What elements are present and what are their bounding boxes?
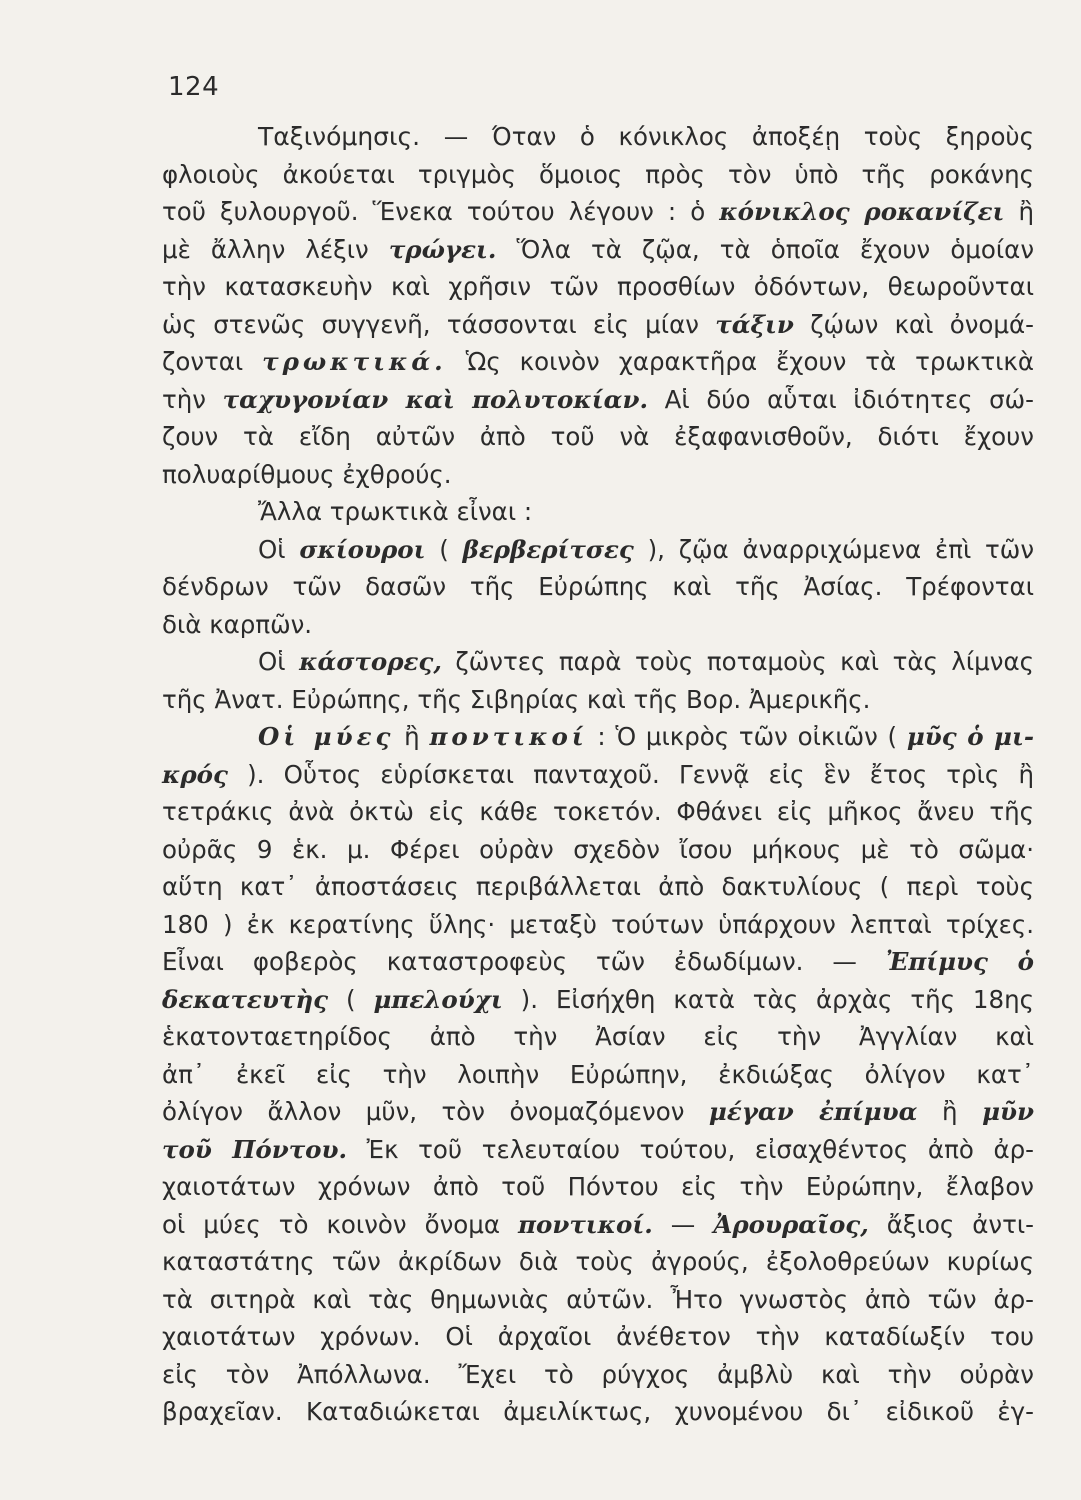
emphasized-term: κάστορες, bbox=[299, 647, 442, 676]
text-run: ἀπ᾽ ἐκεῖ εἰς τὴν λοιπὴν Εὐρώπην, ἐκδιώξας ὀλίγον κατ᾽ bbox=[162, 1059, 1034, 1089]
text-run: ὡς στενῶς συγγενῆ, τάσσονται εἰς μίαν bbox=[162, 309, 716, 339]
text-run: χαιοτάτων χρόνων. Οἱ ἀρχαῖοι ἀνέθετον τὴν καταδίωξίν του bbox=[162, 1322, 1034, 1351]
text-run: ἄξιος ἀντι- bbox=[868, 1209, 1034, 1239]
text-run: αὕτη κατ᾽ ἀποστάσεις περιβάλλεται ἀπὸ δακτυλίους ( περὶ τοὺς bbox=[162, 872, 1034, 901]
emphasized-term: μπελούχι bbox=[373, 984, 503, 1014]
text-line bbox=[162, 1356, 1034, 1394]
emphasized-term: βερβερίτσες bbox=[462, 534, 634, 564]
text-run: ( bbox=[425, 534, 463, 564]
text-line bbox=[162, 1206, 1034, 1244]
text-run: — Όταν ὁ κόνικλος ἀποξέῃ τοὺς ξηροὺς bbox=[420, 122, 1034, 151]
text-run: Ὡς κοινὸν χαρακτῆρα ἔχουν τὰ τρωκτικὰ bbox=[446, 347, 1034, 376]
text-run: — bbox=[652, 1209, 714, 1239]
text-run: ἢ bbox=[917, 1097, 983, 1126]
text-line bbox=[162, 681, 1034, 719]
emphasized-term: Ἀρουραῖος, bbox=[713, 1209, 869, 1239]
text-line bbox=[162, 906, 1034, 944]
text-line bbox=[162, 718, 1034, 756]
emphasized-term: τρώγει. bbox=[388, 234, 497, 264]
emphasized-term: μῦς ὁ μι- bbox=[906, 722, 1034, 751]
emphasized-term: τοῦ Πόντου. bbox=[162, 1134, 348, 1164]
text-run: Ταξινόμησις. bbox=[258, 122, 421, 151]
text-line bbox=[162, 831, 1034, 869]
text-run: ὀλίγον ἄλλον μῦν, τὸν ὀνομαζόμενον bbox=[162, 1097, 709, 1126]
text-line bbox=[162, 568, 1034, 606]
text-line bbox=[162, 418, 1034, 456]
body-text bbox=[162, 118, 1034, 1431]
text-line bbox=[162, 268, 1034, 306]
text-run: ζονται bbox=[162, 347, 263, 376]
emphasized-term: κρός bbox=[162, 759, 228, 789]
text-line bbox=[162, 1168, 1034, 1206]
text-line bbox=[162, 306, 1034, 344]
emphasized-term: τάξιν bbox=[715, 309, 794, 339]
text-run: τῆς Ἀνατ. Εὐρώπης, τῆς Σιβηρίας καὶ τῆς Βορ. Ἀμερικῆς. bbox=[162, 684, 871, 714]
text-run: ζῶντες παρὰ τοὺς ποταμοὺς καὶ τὰς λίμνας bbox=[441, 647, 1034, 676]
text-run: μὲ ἄλλην λέξιν bbox=[162, 234, 389, 264]
text-run: τὰ σιτηρὰ καὶ τὰς θημωνιὰς αὐτῶν. Ἦτο γνωστὸς ἀπὸ τῶν ἀρ- bbox=[162, 1284, 1034, 1314]
text-line bbox=[162, 156, 1034, 194]
text-run: βραχεῖαν. Καταδιώκεται ἀμειλίκτως, χυνομένου δι᾽ εἰδικοῦ ἐγ- bbox=[162, 1397, 1034, 1426]
text-run: χαιοτάτων χρόνων ἀπὸ τοῦ Πόντου εἰς τὴν Εὐρώπην, ἔλαβον bbox=[162, 1172, 1034, 1201]
text-line bbox=[162, 193, 1034, 231]
text-line bbox=[162, 531, 1034, 569]
emphasized-term: Οἱ μύες bbox=[258, 722, 395, 751]
text-line bbox=[162, 1281, 1034, 1319]
text-run: Εἶναι φοβερὸς καταστροφεὺς τῶν ἐδωδίμων. — bbox=[162, 947, 886, 976]
emphasized-term: τρωκτικά. bbox=[262, 347, 447, 376]
text-run: διὰ καρπῶν. bbox=[162, 609, 313, 639]
text-line bbox=[162, 343, 1034, 381]
text-run: τὴν κατασκευὴν καὶ χρῆσιν τῶν προσθίων ὀδόντων, θεωροῦνται bbox=[162, 272, 1034, 301]
text-run: ζῴων καὶ ὀνομά- bbox=[793, 309, 1034, 339]
text-line bbox=[162, 456, 1034, 494]
text-line bbox=[162, 381, 1034, 419]
text-line bbox=[162, 943, 1034, 981]
emphasized-term: ποντικοί bbox=[429, 722, 588, 751]
text-run: καταστάτης τῶν ἀκρίδων διὰ τοὺς ἀγρούς, ἐξολοθρεύων κυρίως bbox=[162, 1247, 1034, 1276]
text-run: τετράκις ἀνὰ ὀκτὼ εἰς κάθε τοκετόν. Φθάνει εἰς μῆκος ἄνευ τῆς bbox=[162, 797, 1034, 826]
text-run: ). Οὗτος εὑρίσκεται πανταχοῦ. Γεννᾷ εἰς ἓν ἔτος τρὶς ἢ bbox=[227, 759, 1034, 789]
emphasized-term: Ἐπίμυς ὁ bbox=[885, 947, 1034, 976]
text-run: φλοιοὺς ἀκούεται τριγμὸς ὅμοιος πρὸς τὸν ὑπὸ τῆς ροκάνης bbox=[162, 159, 1034, 189]
text-line bbox=[162, 868, 1034, 906]
text-run: δένδρων τῶν δασῶν τῆς Εὐρώπης καὶ τῆς Ἀσίας. Τρέφονται bbox=[162, 572, 1034, 601]
text-line bbox=[162, 1393, 1034, 1431]
text-run: ἢ bbox=[1004, 197, 1034, 226]
text-line bbox=[162, 756, 1034, 794]
emphasized-term: δεκατευτὴς bbox=[162, 984, 329, 1014]
text-run: 180 ) ἐκ κερατίνης ὕλης· μεταξὺ τούτων ὑπάρχουν λεπταὶ τρίχες. bbox=[162, 909, 1034, 939]
text-run: οὐρᾶς 9 ἑκ. μ. Φέρει οὐρὰν σχεδὸν ἴσου μήκους μὲ τὸ σῶμα· bbox=[162, 834, 1034, 864]
text-run: εἰς τὸν Ἀπόλλωνα. Ἔχει τὸ ρύγχος ἀμβλὺ καὶ τὴν οὐρὰν bbox=[162, 1359, 1034, 1389]
text-run: Οἱ bbox=[258, 647, 300, 676]
text-run: ). Εἰσήχθη κατὰ τὰς ἀρχὰς τῆς 18ης bbox=[502, 984, 1035, 1014]
text-line bbox=[162, 606, 1034, 644]
text-line bbox=[162, 1131, 1034, 1169]
text-line bbox=[162, 118, 1034, 156]
text-line bbox=[162, 981, 1034, 1019]
text-run: ἑκατονταετηρίδος ἀπὸ τὴν Ἀσίαν εἰς τὴν Ἀγγλίαν καὶ bbox=[162, 1022, 1034, 1051]
text-run: Ἐκ τοῦ τελευταίου τούτου, εἰσαχθέντος ἀπὸ ἀρ- bbox=[347, 1134, 1034, 1164]
text-run: πολυαρίθμους ἐχθρούς. bbox=[162, 459, 452, 489]
text-run: οἱ μύες τὸ κοινὸν ὄνομα bbox=[162, 1209, 519, 1239]
text-line bbox=[162, 1318, 1034, 1356]
text-run: τοῦ ξυλουργοῦ. Ἕνεκα τούτου λέγουν : ὁ bbox=[162, 197, 720, 226]
emphasized-term: σκίουροι bbox=[299, 534, 426, 564]
text-run: Ἄλλα τρωκτικὰ εἶναι : bbox=[258, 497, 533, 526]
emphasized-term: μέγαν ἐπίμυα bbox=[708, 1097, 918, 1126]
text-run: : Ὁ μικρὸς τῶν οἰκιῶν ( bbox=[587, 722, 907, 751]
text-line bbox=[162, 1093, 1034, 1131]
text-line bbox=[162, 1243, 1034, 1281]
emphasized-term: μῦν bbox=[982, 1097, 1034, 1126]
text-run: ἢ bbox=[394, 722, 430, 751]
page-number: 124 bbox=[168, 72, 220, 102]
text-line bbox=[162, 1018, 1034, 1056]
text-run: ( bbox=[328, 984, 374, 1014]
text-run: Οἱ bbox=[258, 534, 300, 564]
text-line bbox=[162, 1056, 1034, 1094]
text-run: Ὅλα τὰ ζῷα, τὰ ὁποῖα ἔχουν ὁμοίαν bbox=[496, 234, 1035, 264]
text-line bbox=[162, 793, 1034, 831]
text-run: τὴν bbox=[162, 384, 223, 414]
emphasized-term: κόνικλος ροκανίζει bbox=[719, 197, 1005, 226]
emphasized-term: ταχυγονίαν καὶ πολυτοκίαν. bbox=[222, 384, 648, 414]
text-line bbox=[162, 643, 1034, 681]
text-run: Αἱ δύο αὗται ἰδιότητες σώ- bbox=[648, 384, 1034, 414]
text-line bbox=[162, 493, 1034, 531]
text-line bbox=[162, 231, 1034, 269]
emphasized-term: ποντικοί. bbox=[518, 1209, 653, 1239]
text-run: ζουν τὰ εἴδη αὐτῶν ἀπὸ τοῦ νὰ ἐξαφανισθοῦν, διότι ἔχουν bbox=[162, 422, 1034, 451]
text-run: ), ζῷα ἀναρριχώμενα ἐπὶ τῶν bbox=[633, 534, 1034, 564]
